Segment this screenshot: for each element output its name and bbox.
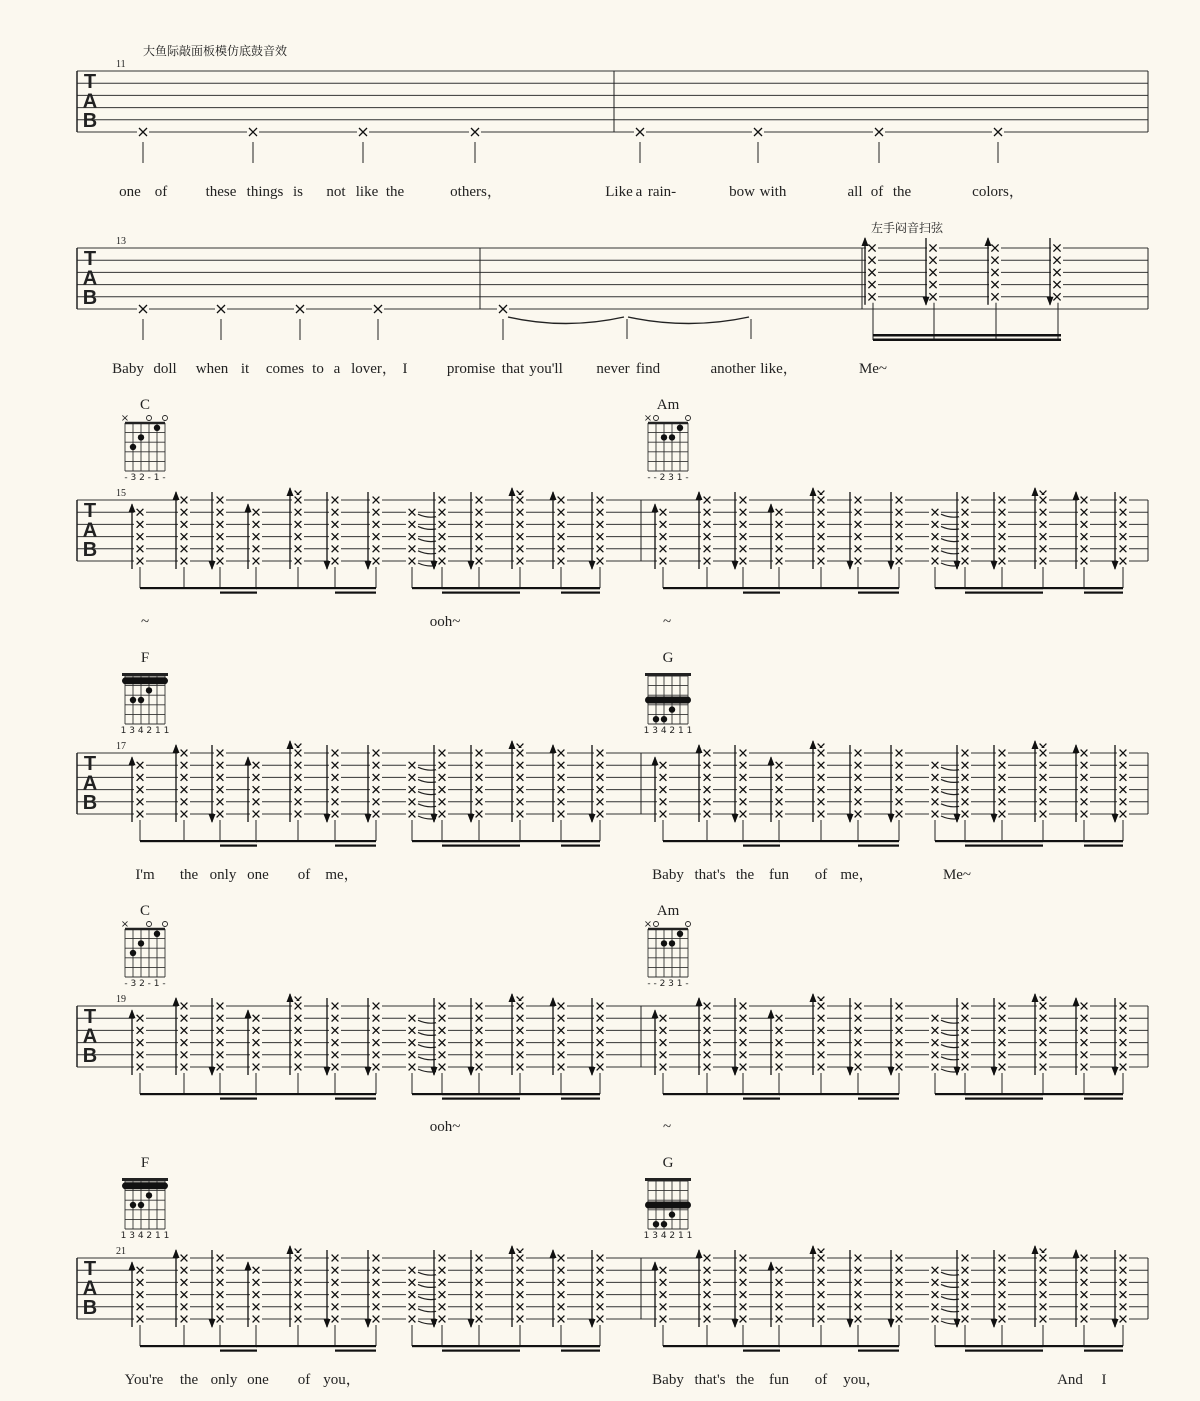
lyrics-line [135, 867, 971, 883]
beam [858, 1098, 899, 1100]
beam [743, 1350, 780, 1352]
tie [508, 317, 624, 324]
open-string-mark [686, 922, 691, 927]
lyric-word: not [326, 184, 346, 200]
beam [1084, 587, 1123, 589]
lyric-word: the [179, 867, 199, 883]
chord-name: C [139, 903, 151, 919]
system-21 [77, 1155, 1148, 1352]
system-19 [77, 903, 1148, 1100]
chord-fingering: - - 2 3 1 - [647, 473, 689, 483]
chord-fingering: 1 3 4 2 1 1 [643, 726, 693, 736]
chord-fingering: - 3 2 - 1 - [124, 473, 166, 483]
beam [663, 1345, 743, 1347]
tab-clef-letter: T [83, 1258, 97, 1280]
lyric-word: another [710, 361, 756, 377]
lyrics-line [430, 1119, 671, 1135]
lyric-word: the [385, 184, 405, 200]
lyric-word: all [847, 184, 863, 200]
chord-fingering: 1 3 4 2 1 1 [643, 1231, 693, 1241]
tab-clef-letter: A [82, 519, 98, 542]
lyric-word: that's [694, 867, 726, 883]
tab-clef-letter: A [82, 1277, 98, 1300]
finger-dot [130, 697, 136, 703]
finger-dot [661, 1221, 667, 1227]
beam [256, 1345, 335, 1347]
muted-string-mark: × [120, 413, 130, 424]
beam [335, 1098, 376, 1100]
chord-fingering: - - 2 3 1 - [647, 979, 689, 989]
lyric-word: me， [325, 867, 359, 883]
lyric-word: like， [760, 361, 798, 377]
beam [220, 1350, 257, 1352]
chord-fingering: 1 3 4 2 1 1 [120, 1231, 170, 1241]
lyric-word: to [312, 361, 324, 377]
beam [965, 1350, 1043, 1352]
beam [1084, 840, 1123, 842]
finger-dot [154, 931, 160, 937]
beam [858, 592, 899, 594]
beam [335, 845, 376, 847]
measure-number: 15 [116, 488, 126, 499]
beam [220, 592, 257, 594]
upstroke-arrow [862, 237, 869, 246]
lyrics-line [112, 361, 887, 377]
beam [561, 592, 600, 594]
beam [965, 1098, 1043, 1100]
lyric-word: I [402, 361, 408, 377]
open-string-mark [147, 416, 152, 421]
beam [873, 339, 1061, 342]
finger-dot [130, 950, 136, 956]
lyric-word: a [333, 361, 341, 377]
lyric-word: colors， [972, 184, 1024, 200]
beam [858, 845, 899, 847]
lyric-word: Like [605, 184, 633, 200]
chord-nut [645, 1178, 691, 1181]
finger-dot [146, 687, 152, 693]
lyric-word: never [596, 361, 630, 377]
beam [335, 587, 376, 589]
tab-clef-letter: B [82, 1045, 98, 1067]
barre [122, 1182, 168, 1189]
beam [220, 587, 257, 589]
beam [140, 1093, 220, 1095]
finger-dot [669, 940, 675, 946]
finger-dot [138, 434, 144, 440]
lyric-word: lover， [351, 361, 397, 377]
open-string-mark [654, 416, 659, 421]
beam [743, 840, 780, 842]
lyric-word: Baby [652, 1372, 684, 1388]
measure-number: 13 [116, 236, 126, 247]
tab-clef-letter: T [83, 71, 97, 93]
lyric-word: Me~ [858, 361, 888, 377]
lyric-word: is [292, 184, 304, 200]
lyric-word: fun [769, 1372, 789, 1388]
beam [858, 1093, 899, 1095]
beam [442, 840, 520, 842]
system-13 [77, 220, 1148, 341]
finger-dot [154, 425, 160, 431]
beam [1084, 592, 1123, 594]
lyric-word: rain- [647, 184, 677, 200]
finger-dot [653, 716, 659, 722]
finger-dot [138, 940, 144, 946]
tab-clef-letter: B [82, 539, 98, 561]
technique-annotation: 左手闷音扫弦 [871, 221, 944, 235]
lyric-word: of [297, 867, 311, 883]
tab-clef-letter: B [82, 792, 98, 814]
finger-dot [661, 940, 667, 946]
beam [561, 1350, 600, 1352]
lyric-word: these [205, 184, 237, 200]
beam [220, 1098, 257, 1100]
beam [743, 1098, 780, 1100]
lyric-word: of [814, 1372, 828, 1388]
beam [965, 845, 1043, 847]
chord-name: G [662, 650, 674, 666]
lyric-word: one [119, 184, 141, 200]
finger-dot [146, 1192, 152, 1198]
lyric-word: the [735, 867, 755, 883]
beam [1084, 1350, 1123, 1352]
beam [561, 1093, 600, 1095]
beam [743, 1093, 780, 1095]
lyrics-line [141, 614, 671, 630]
measure-number: 11 [116, 59, 126, 70]
beam [561, 1345, 600, 1347]
beam [442, 1350, 520, 1352]
lyric-word: Me~ [942, 867, 972, 883]
beam [442, 1093, 520, 1095]
lyric-word: find [635, 361, 661, 377]
finger-dot [661, 716, 667, 722]
system-15 [77, 397, 1148, 594]
measure-number: 17 [116, 741, 126, 752]
beam [779, 840, 858, 842]
beam [220, 845, 257, 847]
lyric-word: one [247, 1372, 269, 1388]
lyric-word: fun [769, 867, 789, 883]
beam [140, 1345, 220, 1347]
beam [561, 840, 600, 842]
lyric-word: of [870, 184, 884, 200]
tab-clef-letter: B [82, 1297, 98, 1319]
lyric-word: ~ [662, 614, 672, 630]
muted-string-mark: × [643, 919, 653, 930]
beam [256, 587, 335, 589]
lyric-word: like [355, 184, 379, 200]
upstroke-arrow [985, 237, 992, 246]
lyrics-line [119, 184, 1024, 200]
system-11 [77, 43, 1148, 163]
beam [873, 334, 1061, 337]
beam [663, 587, 743, 589]
beam [335, 1345, 376, 1347]
finger-dot [669, 1211, 675, 1217]
tab-clef-letter: A [82, 772, 98, 795]
beam [965, 1345, 1043, 1347]
lyric-word: I [1101, 1372, 1107, 1388]
lyric-word: I'm [135, 867, 155, 883]
barre [645, 697, 691, 704]
beam [561, 1098, 600, 1100]
tab-clef-letter: T [83, 753, 97, 775]
tab-clef-letter: A [82, 1025, 98, 1048]
lyric-word: Baby [652, 867, 684, 883]
open-string-mark [163, 922, 168, 927]
muted-string-mark: × [643, 413, 653, 424]
lyric-word: me， [840, 867, 874, 883]
lyric-word: one [247, 867, 269, 883]
finger-dot [138, 1202, 144, 1208]
tab-clef-letter: B [82, 287, 98, 309]
lyric-word: only [209, 867, 237, 883]
tab-clef-letter: B [82, 110, 98, 132]
beam [256, 1093, 335, 1095]
beam [561, 587, 600, 589]
tab-clef-letter: T [83, 500, 97, 522]
lyric-word: ~ [140, 614, 150, 630]
beam [335, 840, 376, 842]
lyric-word: Baby [112, 361, 144, 377]
beam [663, 1093, 743, 1095]
lyric-word: And [1057, 1372, 1083, 1388]
finger-dot [130, 1202, 136, 1208]
measure-number: 21 [116, 1246, 126, 1257]
tab-clef-letter: A [82, 267, 98, 290]
beam [965, 592, 1043, 594]
beam [743, 1345, 780, 1347]
beam [1084, 1098, 1123, 1100]
beam [858, 840, 899, 842]
lyric-word: promise [446, 361, 496, 377]
lyric-word: when [195, 361, 229, 377]
open-string-mark [147, 922, 152, 927]
barre [645, 1202, 691, 1209]
beam [965, 587, 1043, 589]
beam [743, 845, 780, 847]
lyric-word: ~ [662, 1119, 672, 1135]
beam [442, 1098, 520, 1100]
open-string-mark [163, 416, 168, 421]
measure-number: 19 [116, 994, 126, 1005]
lyric-word: doll [153, 361, 177, 377]
beam [335, 592, 376, 594]
beam [858, 587, 899, 589]
lyric-word: the [735, 1372, 755, 1388]
beam [965, 1093, 1043, 1095]
beam [335, 1350, 376, 1352]
lyric-word: the [179, 1372, 199, 1388]
beam [442, 1345, 520, 1347]
beam [779, 1093, 858, 1095]
beam [140, 840, 220, 842]
beam [1084, 1345, 1123, 1347]
beam [779, 587, 858, 589]
muted-string-mark: × [120, 919, 130, 930]
lyric-word: of [154, 184, 168, 200]
lyric-word: ooh~ [429, 614, 461, 630]
chord-name: G [662, 1155, 674, 1171]
chord-fingering: - 3 2 - 1 - [124, 979, 166, 989]
beam [561, 845, 600, 847]
tab-clef-letter: T [83, 1006, 97, 1028]
finger-dot [669, 706, 675, 712]
lyric-word: You're [124, 1372, 164, 1388]
beam [743, 587, 780, 589]
tab-clef-letter: A [82, 90, 98, 113]
lyric-word: you， [843, 1372, 881, 1388]
tie [628, 317, 749, 324]
lyric-word: a [635, 184, 643, 200]
chord-name: C [139, 397, 151, 413]
beam [256, 840, 335, 842]
lyric-word: others， [450, 184, 502, 200]
lyric-word: of [814, 867, 828, 883]
lyric-word: of [297, 1372, 311, 1388]
chord-nut [645, 673, 691, 676]
system-17 [77, 650, 1148, 847]
lyrics-line [125, 1372, 1107, 1388]
barre [122, 677, 168, 684]
lyric-word: comes [265, 361, 305, 377]
chord-name: F [140, 650, 150, 666]
chord-fingering: 1 3 4 2 1 1 [120, 726, 170, 736]
beam [1084, 845, 1123, 847]
finger-dot [677, 931, 683, 937]
tab-clef-letter: T [83, 248, 97, 270]
lyric-word: ooh~ [429, 1119, 461, 1135]
lyric-word: the [892, 184, 912, 200]
lyric-word: only [210, 1372, 238, 1388]
finger-dot [661, 434, 667, 440]
finger-dot [677, 425, 683, 431]
beam [220, 1345, 257, 1347]
chord-nut [122, 1178, 168, 1181]
lyric-word: bow [729, 184, 755, 200]
lyric-word: things [246, 184, 284, 200]
beam [442, 845, 520, 847]
beam [442, 592, 520, 594]
beam [335, 1093, 376, 1095]
finger-dot [653, 1221, 659, 1227]
beam [779, 1345, 858, 1347]
beam [1084, 1093, 1123, 1095]
lyric-word: it [240, 361, 250, 377]
beam [965, 840, 1043, 842]
technique-annotation: 大鱼际敲面板模仿底鼓音效 [143, 44, 288, 58]
lyric-word: with [759, 184, 787, 200]
open-string-mark [686, 416, 691, 421]
finger-dot [130, 444, 136, 450]
chord-name: Am [656, 397, 680, 413]
beam [858, 1350, 899, 1352]
open-string-mark [654, 922, 659, 927]
chord-name: Am [656, 903, 680, 919]
beam [140, 587, 220, 589]
beam [663, 840, 743, 842]
finger-dot [138, 697, 144, 703]
lyric-word: that's [694, 1372, 726, 1388]
lyric-word: you， [323, 1372, 361, 1388]
beam [743, 592, 780, 594]
lyric-word: you'll [529, 361, 563, 377]
beam [220, 1093, 257, 1095]
beam [220, 840, 257, 842]
chord-nut [122, 673, 168, 676]
finger-dot [669, 434, 675, 440]
beam [442, 587, 520, 589]
lyric-word: that [501, 361, 525, 377]
chord-name: F [140, 1155, 150, 1171]
beam [858, 1345, 899, 1347]
